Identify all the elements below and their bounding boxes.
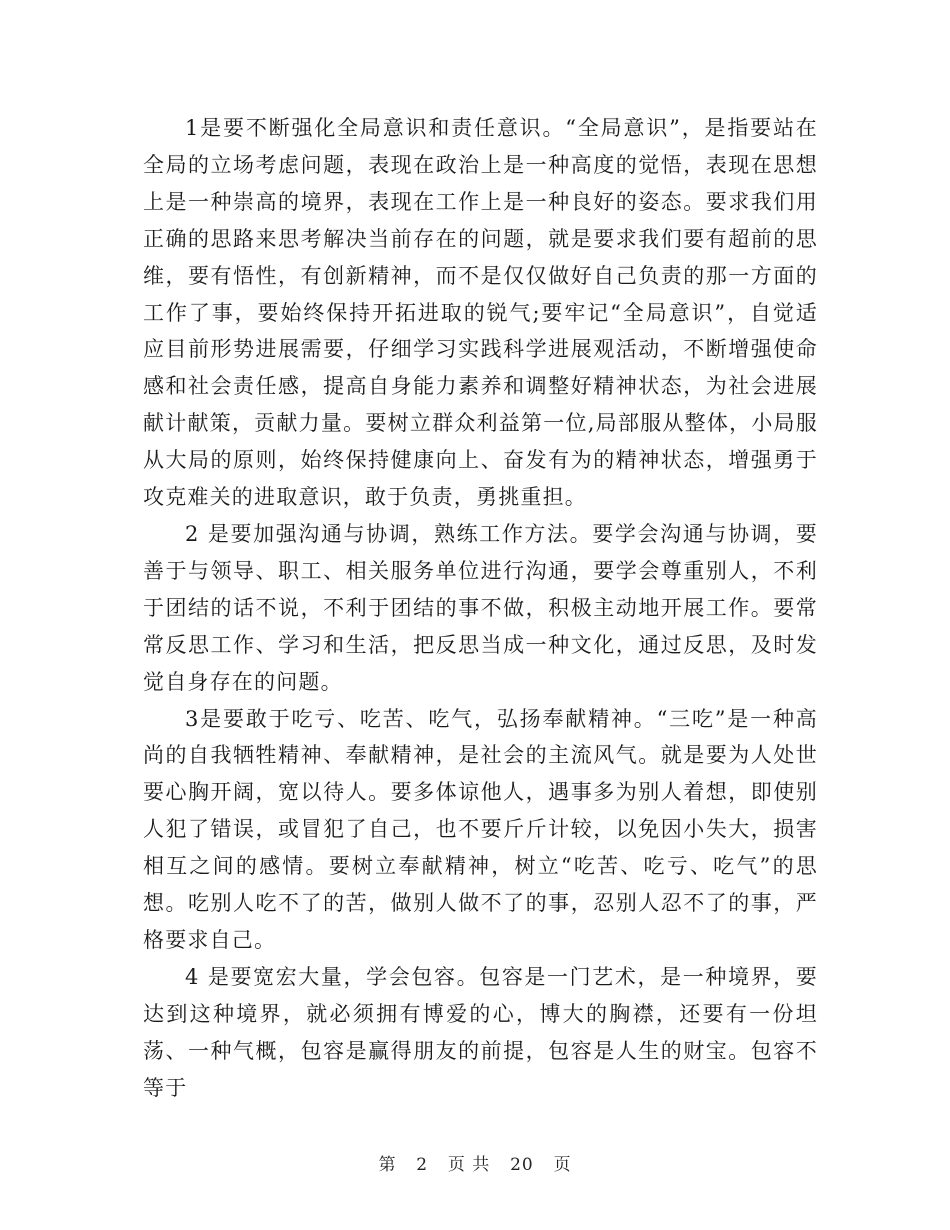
paragraph-2: 2 是要加强沟通与协调，熟练工作方法。要学会沟通与协调，要善于与领导、职工、相关服务单位进行沟通，要学会尊重别人，不利于团结的话不说，不利于团结的事不做，积极主动地开展工作。要常常反思工作、学习和生活，把反思当成一种文化，通过反思，及时发觉自身存在的问题。 [143,521,818,694]
paragraph-3: 3是要敢于吃亏、吃苦、吃气，弘扬奉献精神。“三吃”是一种高尚的自我牺牲精神、奉献精神，是社会的主流风气。就是要为人处世要心胸开阔，宽以待人。要多体谅他人，遇事多为别人着想，即使别人犯了错误，或冒犯了自己，也不要斤斤计较，以免因小失大，损害相互之间的感情。要树立奉献精神，树立“吃苦、吃亏、吃气”的思想。吃别人吃不了的苦，做别人做不了的事，忍别人忍不了的事，严格要求自己。 [143,706,818,952]
page-footer [0,1150,950,1175]
document-body [143,110,818,1106]
paragraph-4: 4 是要宽宏大量，学会包容。包容是一门艺术，是一种境界，要达到这种境界，就必须拥有博爱的心，博大的胸襟，还要有一份坦荡、一种气概，包容是赢得朋友的前提，包容是人生的财宝。包容不等于 [143,964,818,1100]
footer-prefix: 第 [378,1155,397,1175]
footer-middle: 页 共 [447,1155,491,1175]
paragraph-1: 1是要不断强化全局意识和责任意识。“全局意识”，是指要站在全局的立场考虑问题，表现在政治上是一种高度的觉悟，表现在思想上是一种崇高的境界，表现在工作上是一种良好的姿态。要求我们用正确的思路来思考解决当前存在的问题，就是要求我们要有超前的思维，要有悟性，有创新精神，而不是仅仅做好自己负责的那一方面的工作了事，要始终保持开拓进取的锐气;要牢记“全局意识”，自觉适应目前形势进展需要，仔细学习实践科学进展观活动，不断增强使命感和社会责任感，提高自身能力素养和调整好精神状态，为社会进展献计献策，贡献力量。要树立群众利益第一位,局部服从整体，小局服从大局的原则，始终保持健康向上、奋发有为的精神状态，增强勇于攻克难关的进取意识，敢于负责，勇挑重担。 [143,116,818,510]
current-page-number: 2 [416,1155,429,1175]
total-pages-number: 20 [510,1155,534,1175]
footer-suffix: 页 [553,1155,572,1175]
